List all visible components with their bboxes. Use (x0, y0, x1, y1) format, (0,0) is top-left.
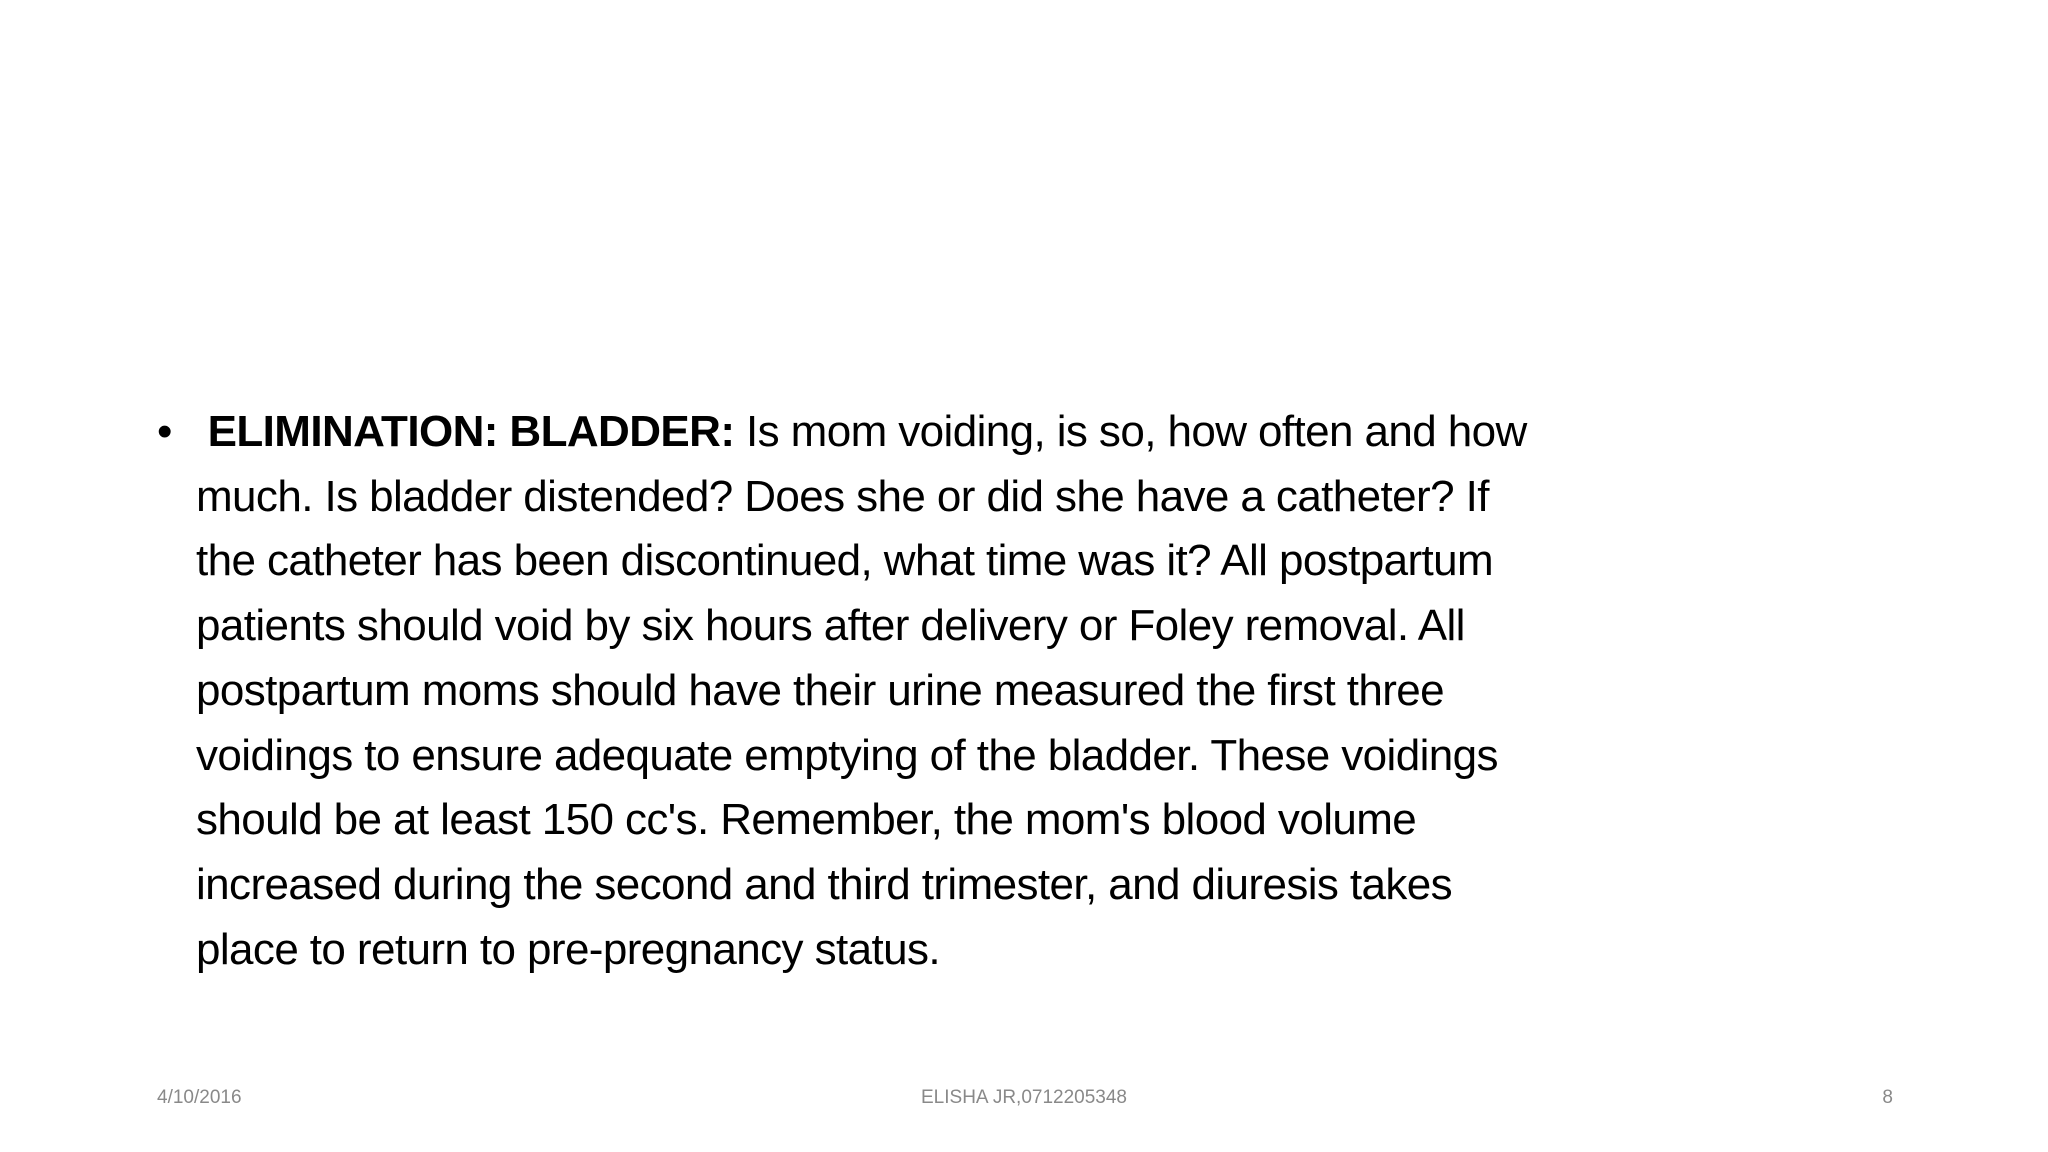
text-line (196, 400, 1527, 465)
text-line: much. Is bladder distended? Does she or did she have a catheter? If (196, 471, 1489, 521)
text-line: postpartum moms should have their urine measured the first three (196, 665, 1444, 715)
bullet-heading: ELIMINATION: BLADDER: (207, 407, 735, 456)
slide-number: 8 (1882, 1087, 1893, 1108)
bullet-icon: • (157, 407, 173, 456)
text-line: patients should void by six hours after delivery or Foley removal. All (196, 601, 1465, 651)
footer-author: ELISHA JR,0712205348 (921, 1087, 1127, 1108)
bullet-text (196, 400, 1527, 982)
text-line: voidings to ensure adequate emptying of the bladder. These voidings (196, 730, 1498, 780)
text-line-content: Is mom voiding, is so, how often and how (734, 407, 1527, 456)
text-line: should be at least 150 cc's. Remember, the mom's blood volume (196, 795, 1417, 845)
text-line: place to return to pre-pregnancy status. (196, 924, 940, 974)
footer-date: 4/10/2016 (157, 1087, 242, 1108)
text-line: the catheter has been discontinued, what time was it? All postpartum (196, 536, 1494, 586)
text-line: increased during the second and third trimester, and diuresis takes (196, 859, 1453, 909)
